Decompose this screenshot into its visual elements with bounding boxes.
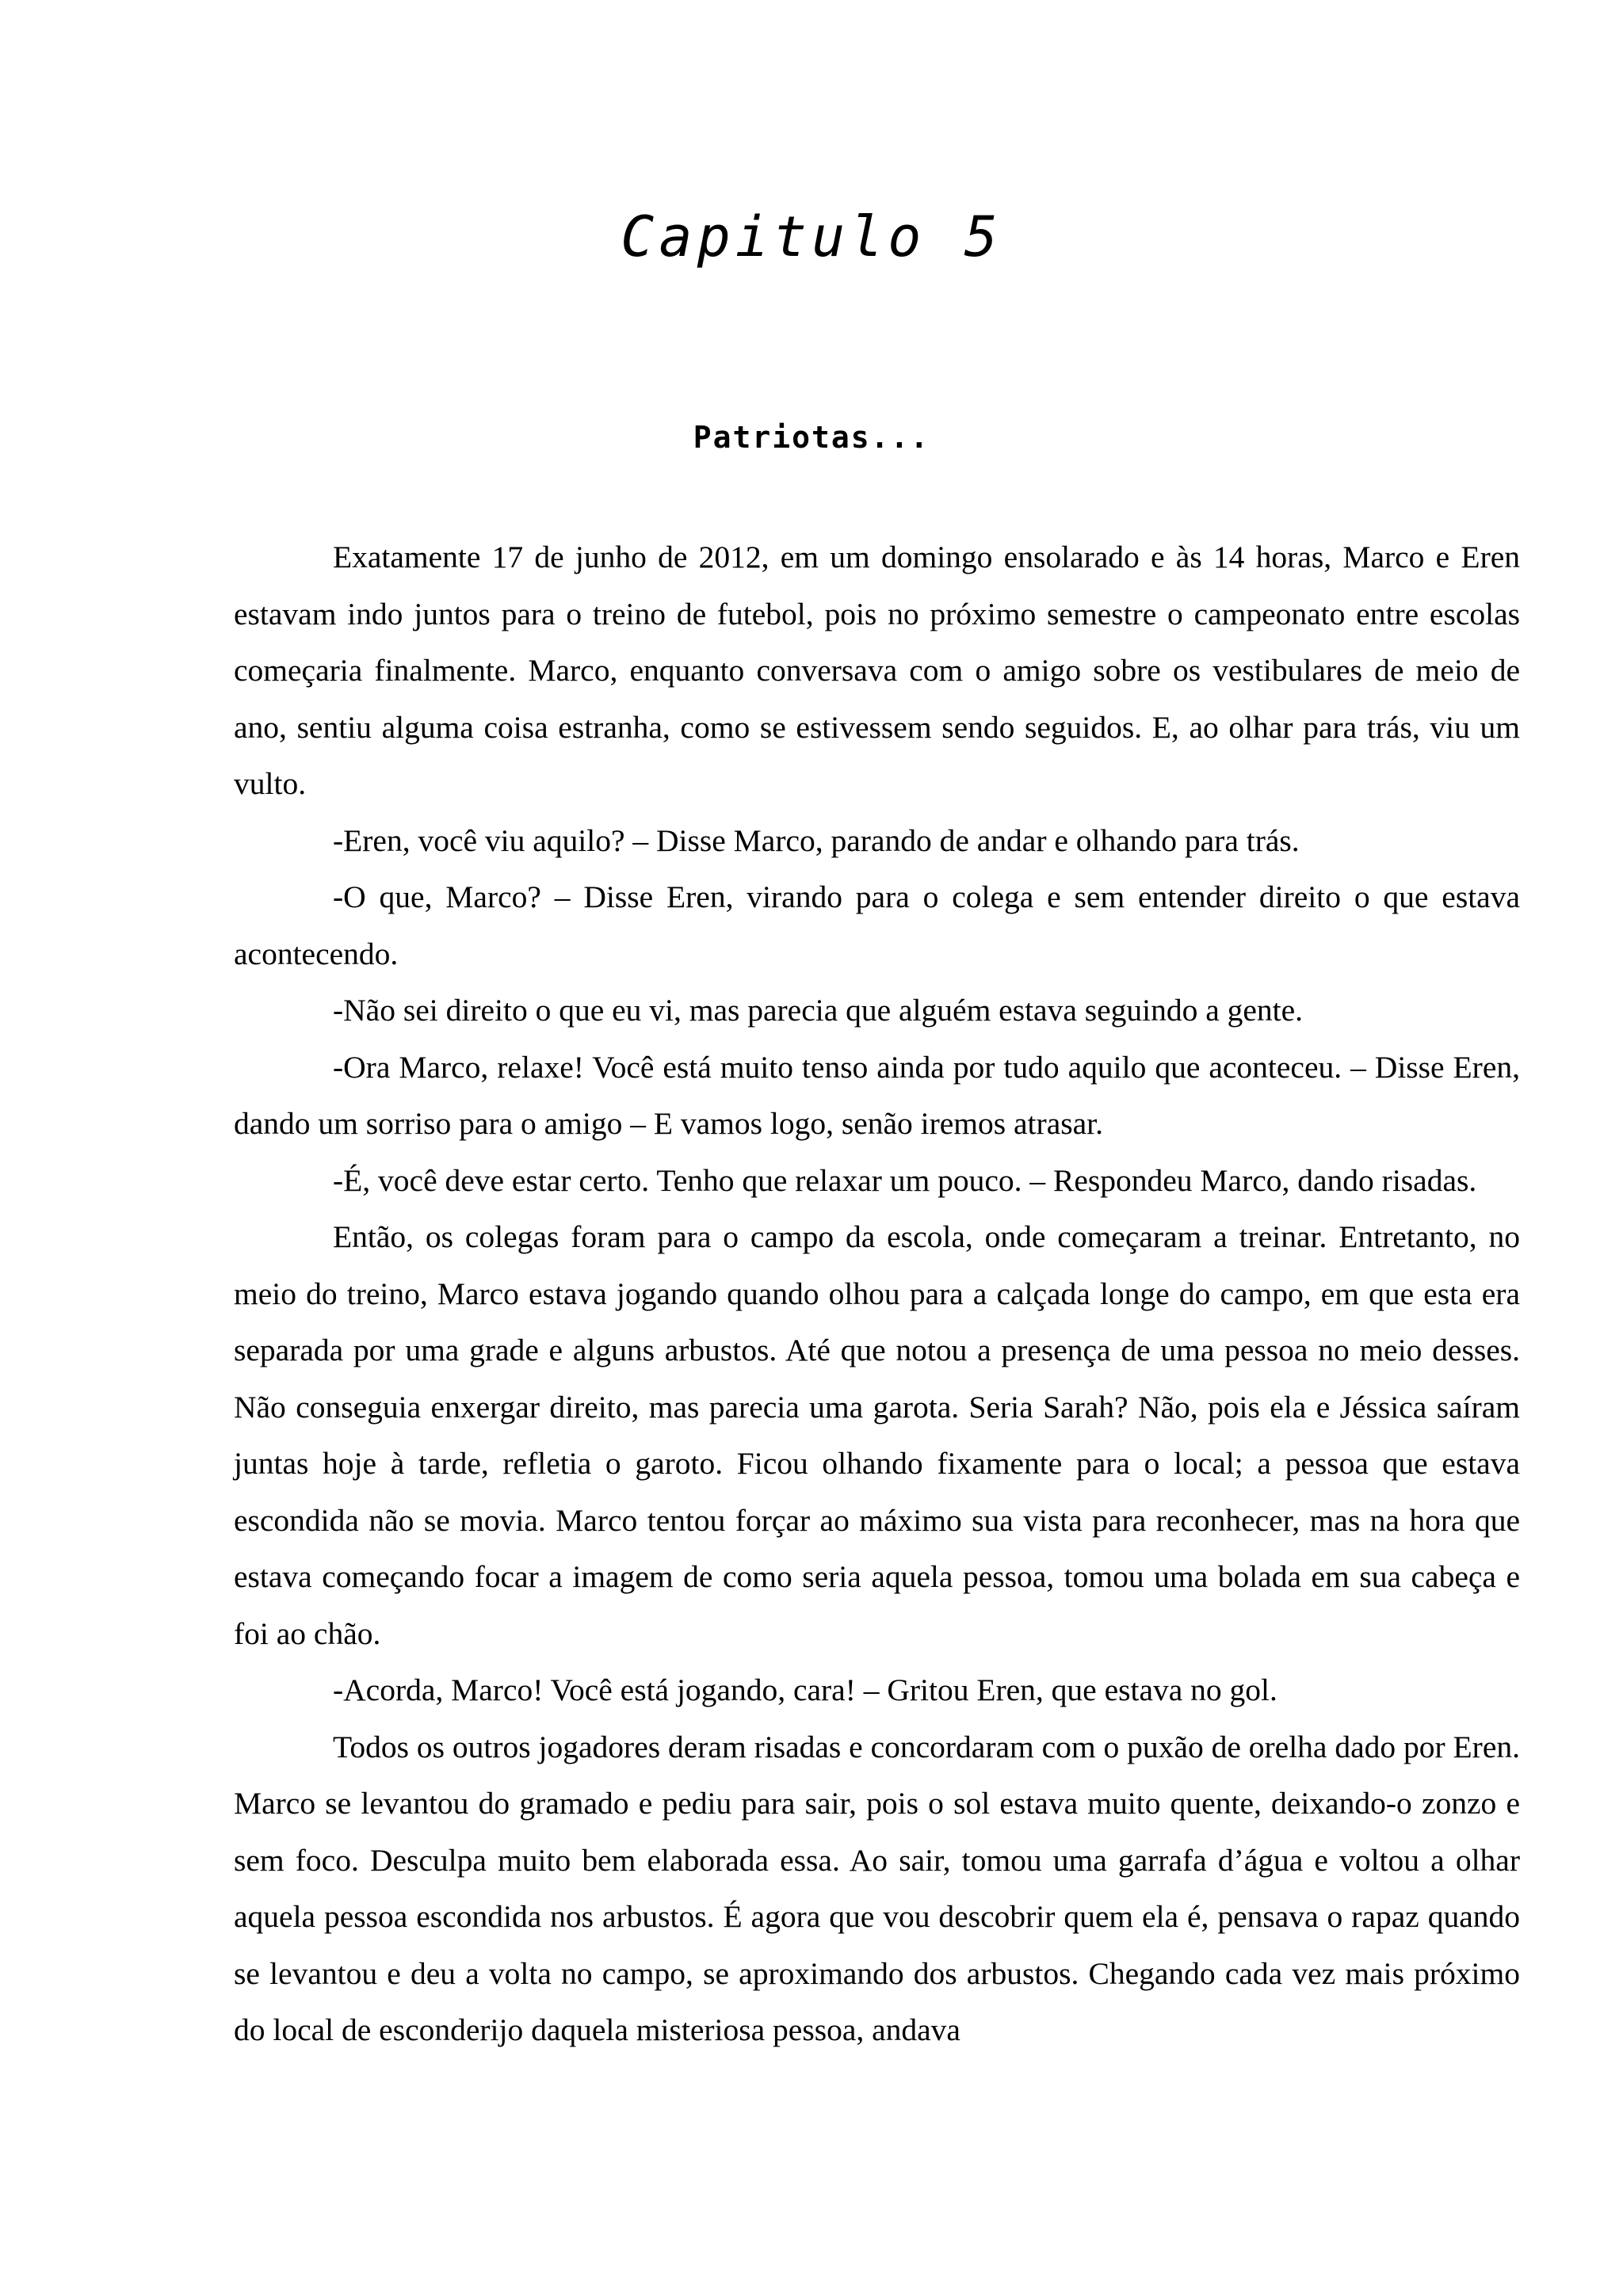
chapter-subtitle: Patriotas... [693,420,930,455]
paragraph: -Eren, você viu aquilo? – Disse Marco, parando de andar e olhando para trás. [333,822,1300,858]
chapter-title: Capitulo 5 [621,204,1002,269]
paragraph: -Acorda, Marco! Você está jogando, cara! – Gritou Eren, que estava no gol. [333,1672,1277,1707]
paragraph: -É, você deve estar certo. Tenho que relaxar um pouco. – Respondeu Marco, dando risadas. [333,1162,1477,1198]
paragraph: -Ora Marco, relaxe! Você está muito tenso ainda por tudo aquilo que aconteceu. – Disse Eren, dando um sorriso para o amigo – E vamos logo, senão iremos atrasar. [234,1049,1520,1141]
paragraph: -Não sei direito o que eu vi, mas parecia que alguém estava seguindo a gente. [333,993,1304,1028]
body-text [234,529,1520,2059]
paragraph: Todos os outros jogadores deram risadas e concordaram com o puxão de orelha dado por Eren. Marco se levantou do gramado e pediu para sair, pois o sol estava muito quente, deixando-o zonzo e sem foco. Desculpa muito bem elaborada essa. Ao sair, tomou uma garrafa d’água e voltou a olhar aquela pessoa escondida nos arbustos. É agora que vou descobrir quem ela é, pensava o rapaz quando se levantou e deu a volta no campo, se aproximando dos arbustos. Chegando cada vez mais próximo do local de esconderijo daquela misteriosa pessoa, andava [234,1729,1520,2047]
paragraph: Então, os colegas foram para o campo da escola, onde começaram a treinar. Entretanto, no meio do treino, Marco estava jogando quando olhou para a calçada longe do campo, em que esta era separada por uma grade e alguns arbustos. Até que notou a presença de uma pessoa no meio desses. Não conseguia enxergar direito, mas parecia uma garota. Seria Sarah? Não, pois ela e Jéssica saíram juntas hoje à tarde, refletia o garoto. Ficou olhando fixamente para o local; a pessoa que estava escondida não se movia. Marco tentou forçar ao máximo sua vista para reconhecer, mas na hora que estava começando focar a imagem de como seria aquela pessoa, tomou uma bolada em sua cabeça e foi ao chão. [234,1219,1520,1651]
paragraph: Exatamente 17 de junho de 2012, em um domingo ensolarado e às 14 horas, Marco e Eren estavam indo juntos para o treino de futebol, pois no próximo semestre o campeonato entre escolas começaria finalmente. Marco, enquanto conversava com o amigo sobre os vestibulares de meio de ano, sentiu alguma coisa estranha, como se estivessem sendo seguidos. E, ao olhar para trás, viu um vulto. [234,540,1520,801]
paragraph: -O que, Marco? – Disse Eren, virando para o colega e sem entender direito o que estava acontecendo. [234,879,1520,971]
